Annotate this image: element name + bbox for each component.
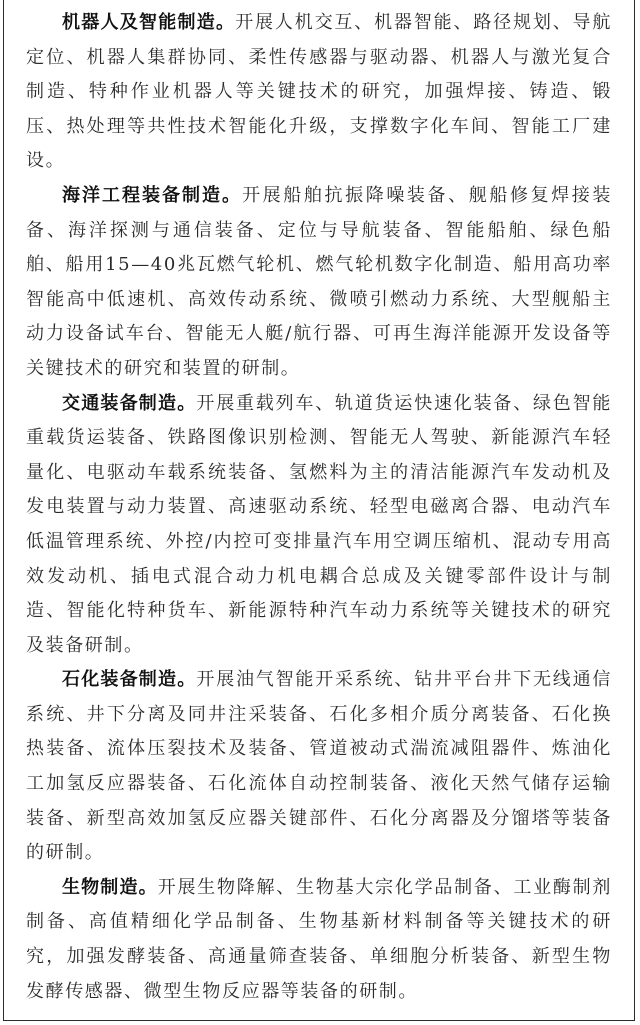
paragraph-robotics — [26, 6, 612, 179]
text-biomanufacturing: 开展生物降解、生物基大宗化学品制备、工业酶制剂制备、高值精细化学品制备、生物基新材料制备等关键技术的研究，加强发酵装备、高通量筛查装备、单细胞分析装备、新型生物发酵传感器、微型生物反应器等装备的研制。 — [26, 876, 612, 1002]
text-marine: 开展船舶抗振降噪装备、舰船修复焊接装备、海洋探测与通信装备、定位与导航装备、智能船舶、绿色船舶、船用15—40兆瓦燃气轮机、燃气轮机数字化制造、船用高功率智能高中低速机、高效传动系统、微喷引燃动力系统、大型舰船主动力设备试车台、智能无人艇/航行器、可再生海洋能源开发设备等关键技术的研究和装置的研制。 — [26, 184, 612, 379]
text-petrochemical: 开展油气智能开采系统、钻井平台井下无线通信系统、井下分离及同井注采装备、石化多相介质分离装备、石化换热装备、流体压裂技术及装备、管道被动式湍流减阻器件、炼油化工加氢反应器装备、石化流体自动控制装备、液化天然气储存运输装备、新型高效加氢反应器关键部件、石化分离器及分馏塔等装备的研制。 — [26, 669, 612, 864]
text-robotics: 开展人机交互、机器智能、路径规划、导航定位、机器人集群协同、柔性传感器与驱动器、机器人与激光复合制造、特种作业机器人等关键技术的研究，加强焊接、铸造、锻压、热处理等共性技术智能化升级，支撑数字化车间、智能工厂建设。 — [26, 12, 612, 172]
heading-transport: 交通装备制造。 — [62, 392, 197, 414]
heading-robotics: 机器人及智能制造。 — [62, 12, 236, 33]
paragraph-petrochemical — [26, 663, 612, 871]
heading-petrochemical: 石化装备制造。 — [62, 669, 197, 691]
heading-biomanufacturing: 生物制造。 — [62, 876, 158, 898]
heading-marine: 海洋工程装备制造。 — [62, 184, 243, 206]
paragraph-marine — [26, 179, 612, 387]
text-transport: 开展重载列车、轨道货运快速化装备、绿色智能重载货运装备、铁路图像识别检测、智能无人驾驶、新能源汽车轻量化、电驱动车载系统装备、氢燃料为主的清洁能源汽车发动机及发电装置与动力装置、高速驱动系统、轻型电磁离合器、电动汽车低温管理系统、外控/内控可变排量汽车用空调压缩机、混动专用高效发动机、插电式混合动力机电耦合总成及关键零部件设计与制造、智能化特种货车、新能源特种汽车动力系统等关键技术的研究及装备研制。 — [26, 392, 612, 656]
paragraph-biomanufacturing — [26, 871, 612, 1009]
paragraph-transport — [26, 387, 612, 664]
document-frame — [3, 0, 635, 1021]
